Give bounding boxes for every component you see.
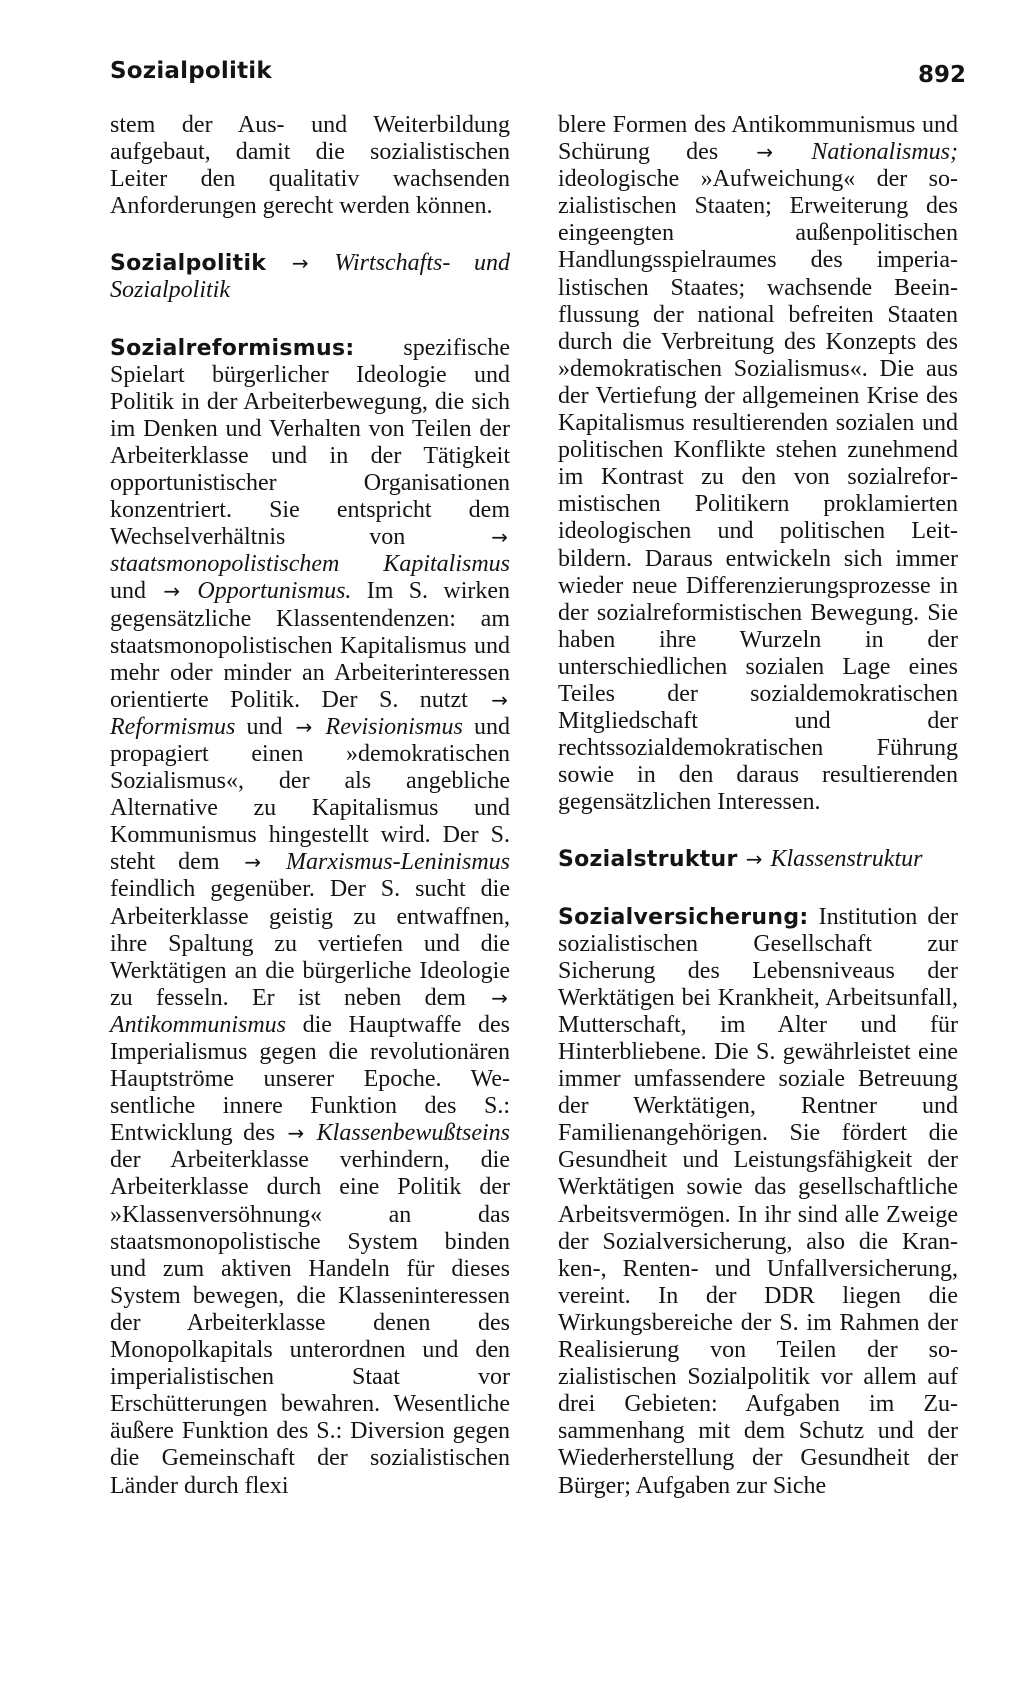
entry-text: Institution der sozialistischen Gesellschaft zur Sicherung des Lebensniveaus der Werktätigen bei Krankheit, Arbeitsunfall, Mutterschaft, im Alter und für Hinterbliebene. Die S. gewährleistet eine immer umfassendere soziale Betreuung der Werktätigen, Rentner und Familienangehörigen. Sie fördert die Gesundheit und Leistungsfähigkeit der Werktätigen sowie das gesellschaftliche Arbeitsvermögen. In ihr sind alle Zweige der Sozialversicherung, also die Kranken-, Renten- und Unfallversicherung, vereint. In der DDR liegen die Wirkungsbereiche der S. im Rahmen der Realisierung von Teilen der sozialistischen Sozialpolitik vor allem auf drei Gebieten: Aufgaben im Zusammenhang mit dem Schutz und der Wiederherstellung der Gesundheit der Bürger; Aufgaben zur Siche <box>558 903 958 1499</box>
arrow-icon: → <box>244 850 262 875</box>
cross-reference: Wirtschafts- und Sozialpolitik <box>110 250 511 304</box>
entry-headword: Sozialstruktur <box>558 847 738 873</box>
entry-text: der Arbeiterklasse verhindern, die Arbeiterklasse durch eine Politik der »Klassenversöhnung« an das staatsmonopolistische System binden und zum aktiven Handeln für dieses System bewegen, die Klasseninteressen der Arbeiterklasse denen des Monopolkapitals unterordnen und den imperialistischen Staat vor Erschütterungen bewahren. Wesentliche äußere Funktion des S.: Diversion gegen die Gemeinschaft der sozialistischen Länder durch flexi <box>110 1147 510 1499</box>
entry-sozialversicherung <box>558 904 958 1500</box>
running-head: Sozialpolitik <box>110 58 272 84</box>
entry-text: ideologische »Aufweichung« der sozialistischen Staaten; Erweiterung des eingeengten außenpolitischen Handlungsspielraumes des imperialistischen Staates; wachsende Beeinflussung der national befreiten Staaten durch die Verbreitung des Konzepts des »demokratischen Sozialismus«. Die aus der Vertiefung der allgemeinen Krise des Kapitalismus resultierenden sozialen und politischen Konflikte stehen zunehmend im Kontrast zu den von sozialreformistischen Politikern proklamierten ideologischen und politischen Leitbildern. Daraus entwickeln sich immer wieder neue Differenzierungsprozesse in der sozialreformistischen Bewegung. Sie haben ihre Wurzeln in der unterschiedlichen sozialen Lage eines Teiles der sozialdemokratischen Mitgliedschaft und der rechtssozialdemokratischen Führung sowie in den daraus resultierenden gegensätzlichen Interessen. <box>558 166 958 816</box>
arrow-icon: → <box>745 847 763 872</box>
cross-reference: Klassenbewußtseins <box>316 1120 511 1147</box>
right-column <box>558 112 958 1530</box>
cross-reference: Nationalismus; <box>811 139 958 166</box>
entry-text: und <box>235 713 294 740</box>
left-column <box>110 112 510 1530</box>
entry-text: feindlich gegenüber. Der S. sucht die Arbeiterklasse geistig zu entwaffnen, ihre Spaltung zu vertiefen und die Werktätigen an die bürgerliche Ideologie zu fesseln. Er ist neben dem <box>110 876 510 1011</box>
cross-reference: staatsmonopolistischem Kapitalismus <box>110 551 510 578</box>
entry-text: Im S. wirken gegensätzliche Klassentendenzen: am staatsmonopolistischen Kapitalismus und mehr oder minder an Arbeiterinteressen orientierte Politik. Der S. nutzt <box>110 578 511 713</box>
entry-text: spezifische Spielart bürgerlicher Ideologie und Politik in der Arbeiterbewegung, die sich im Denken und Verhalten von Teilen der Arbeiterklasse und in der Tätigkeit opportunistischer Organisationen konzentriert. Sie entspricht dem Wechselverhältnis von <box>110 334 510 551</box>
cross-reference: Opportunismus. <box>197 578 352 605</box>
arrow-icon: → <box>756 140 774 165</box>
cross-reference: Reformismus <box>110 713 236 740</box>
arrow-icon: → <box>295 714 313 739</box>
arrow-icon: → <box>491 525 508 550</box>
arrow-icon: → <box>291 251 309 276</box>
entry-headword: Sozialpolitik <box>110 251 267 277</box>
entry-headword: Sozialversicherung: <box>558 904 809 930</box>
entry-sozialpolitik <box>110 250 510 304</box>
cross-reference: Marxismus-Leninismus <box>285 849 510 876</box>
cross-reference: Antikommunismus <box>110 1011 286 1038</box>
page-number: 892 <box>917 62 966 88</box>
cross-reference: Revisionismus <box>325 713 463 740</box>
continued-paragraph: stem der Aus- und Weiterbildung aufgebaut, damit die sozialistischen Leiter den qualitativ wachsenden Anforderungen gerecht werden können. <box>110 112 510 220</box>
entry-sozialstruktur <box>558 846 958 873</box>
arrow-icon: → <box>163 579 181 604</box>
entry-sozialreformismus <box>110 335 510 1500</box>
entry-headword: Sozialreformismus: <box>110 335 355 361</box>
arrow-icon: → <box>287 1121 305 1146</box>
cross-reference: Klassenstruktur <box>770 846 923 873</box>
arrow-icon: → <box>491 687 508 712</box>
entry-text: blere Formen des Antikommunismus und Schürung des <box>558 112 958 166</box>
continued-paragraph <box>558 112 958 816</box>
arrow-icon: → <box>491 985 508 1010</box>
entry-text: die Hauptwaffe des Imperialismus gegen die revolutionären Hauptströme unserer Epoche. Wesentliche innere Funktion des S.: Entwicklung des <box>110 1011 510 1147</box>
entry-text: und propagiert einen »demokratischen Sozialismus«, der als angebliche Alternative zu Kapitalismus und Kommunismus hingestellt wird. Der S. steht dem <box>110 713 510 876</box>
entry-text: und <box>110 578 162 605</box>
